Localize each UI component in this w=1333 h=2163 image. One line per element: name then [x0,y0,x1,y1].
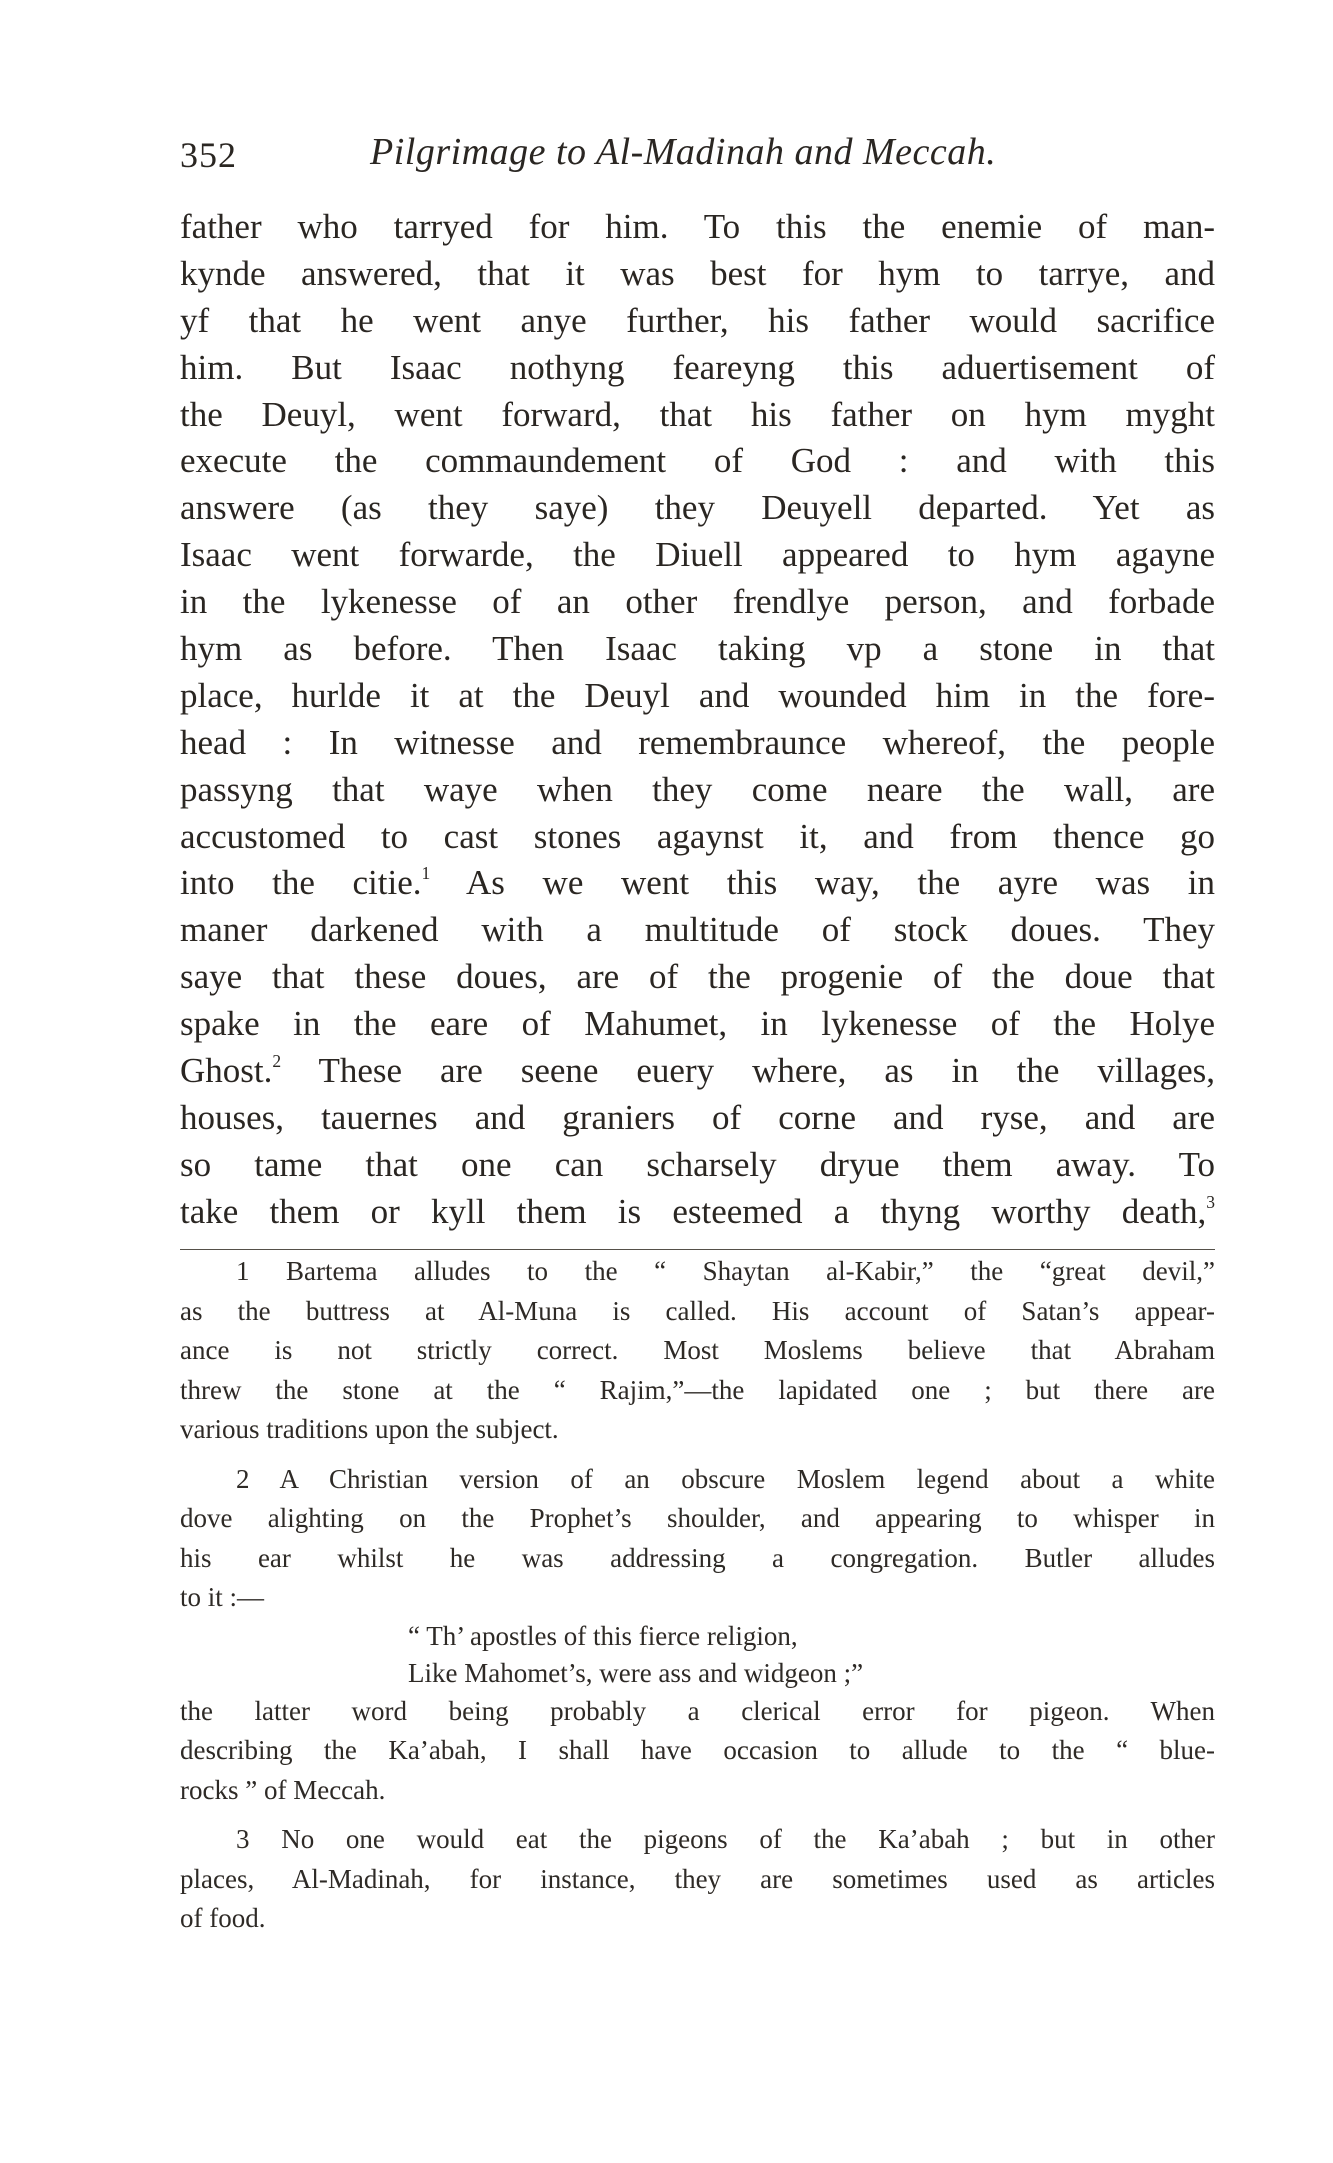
footnote-1 [180,1252,1215,1450]
footnote-line: various traditions upon the subject. [180,1414,559,1444]
footnote-line: ance is not strictly correct. Most Moslems believe that Abraham [180,1335,1215,1365]
text-line: kynde answered, that it was best for hym to tarrye, and [180,253,1215,293]
footnote-line: describing the Ka’abah, I shall have occasion to allude to the “ blue- [180,1735,1215,1765]
footnote-line: 2 A Christian version of an obscure Moslem legend about a white [236,1463,1215,1494]
text-line: spake in the eare of Mahumet, in lykenesse of the Holye [180,1004,1215,1044]
text-line: in the lykenesse of an other frendlye person, and forbade [180,582,1215,622]
text-line: accustomed to cast stones agaynst it, and from thence go [180,816,1215,856]
footnote-line: the latter word being probably a clerical error for pigeon. When [180,1695,1215,1726]
text-line: passyng that waye when they come neare the wall, are [180,769,1215,809]
footnote-line: of food. [180,1903,266,1933]
text-line: Isaac went forwarde, the Diuell appeared to hym agayne [180,535,1215,575]
footnote-line: rocks ” of Meccah. [180,1774,386,1805]
footnote-line: threw the stone at the “ Rajim,”—the lapidated one ; but there are [180,1374,1215,1405]
text-line: execute the commaundement of God : and with this [180,441,1215,481]
footnote-marker-3: 3 [1206,1191,1215,1212]
footnote-line: as the buttress at Al-Muna is called. His account of Satan’s appear- [180,1295,1215,1326]
text-line: him. But Isaac nothyng feareyng this aduertisement of [180,347,1215,387]
main-text [180,204,1215,1236]
footnote-3 [180,1820,1215,1939]
footnote-line: 1 Bartema alludes to the “ Shaytan al-Kabir,” the “great devil,” [236,1256,1215,1286]
footnote-2 [180,1460,1215,1811]
text-line: so tame that one can scharsely dryue them away. To [180,1144,1215,1184]
footnotes [180,1252,1215,1949]
text-segment: As we went this way, the ayre was in [430,863,1215,903]
footnote-marker-2: 2 [272,1051,282,1072]
text-line: the Deuyl, went forward, that his father on hym myght [180,394,1215,434]
text-segment: These are seene euery where, as in the villages, [281,1051,1215,1091]
footnote-line: his ear whilst he was addressing a congregation. Butler alludes [180,1542,1215,1573]
running-head [180,130,1215,180]
running-title: Pilgrimage to Al-Madinah and Meccah. [370,131,997,173]
footnote-marker-1: 1 [421,863,431,884]
text-line: place, hurlde it at the Deuyl and wounded him in the fore- [180,675,1215,715]
verse-line: Like Mahomet’s, were ass and widgeon ;” [408,1657,864,1688]
footnote-divider [180,1249,1215,1250]
text-segment: into the citie. [180,863,422,903]
text-segment: Ghost. [180,1051,273,1091]
text-line: houses, tauernes and graniers of corne and ryse, and are [180,1097,1215,1137]
text-line: answere (as they saye) they Deuyell departed. Yet as [180,488,1215,528]
text-line: head : In witnesse and remembraunce whereof, the people [180,722,1215,762]
footnote-line: places, Al-Madinah, for instance, they are sometimes used as articles [180,1863,1215,1894]
text-line [180,1189,1215,1236]
text-line: father who tarryed for him. To this the enemie of man- [180,207,1215,246]
text-line: saye that these doues, are of the progenie of the doue that [180,957,1215,997]
verse-line: “ Th’ apostles of this fierce religion, [408,1620,798,1651]
page-number: 352 [180,135,237,175]
footnote-line: to it :— [180,1582,265,1612]
text-line: hym as before. Then Isaac taking vp a stone in that [180,629,1215,669]
text-segment: take them or kyll them is esteemed a thyng worthy death, [180,1191,1207,1231]
text-line [180,1048,1215,1095]
footnote-line: 3 No one would eat the pigeons of the Ka’abah ; but in other [236,1824,1215,1854]
text-line: maner darkened with a multitude of stock doues. They [180,910,1215,950]
footnote-line: dove alighting on the Prophet’s shoulder, and appearing to whisper in [180,1503,1215,1533]
text-line [180,860,1215,907]
text-line: yf that he went anye further, his father would sacrifice [180,300,1215,340]
